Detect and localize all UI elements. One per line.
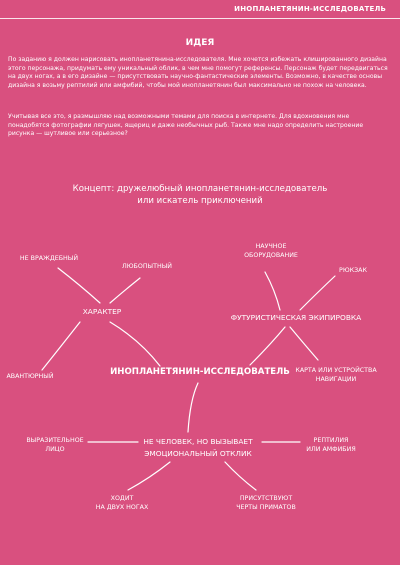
node-futuristic-equipment: ФУТУРИСТИЧЕСКАЯ ЭКИПИРОВКА [230, 313, 362, 322]
connector-character-nothostile [58, 268, 100, 303]
running-header: ИНОПЛАНЕТЯНИН-ИССЛЕДОВАТЕЛЬ [234, 5, 386, 13]
node-reptile [296, 436, 366, 454]
node-primate-line2: ЧЕРТЫ ПРИМАТОВ [236, 504, 296, 511]
connector-character-center [110, 322, 160, 366]
connector-emotion-primate [225, 462, 256, 490]
node-emotional-response [118, 436, 278, 460]
node-curious: ЛЮБОПЫТНЫЙ [122, 263, 172, 270]
node-character: ХАРАКТЕР [82, 307, 122, 316]
node-reptile-line2: ИЛИ АМФИБИЯ [306, 446, 356, 453]
node-walks-line2: НА ДВУХ НОГАХ [95, 504, 149, 511]
connector-character-adventurous [42, 322, 80, 370]
node-expressive-face [20, 436, 90, 454]
node-scientific-equipment [236, 242, 306, 260]
node-walks-two-legs [84, 494, 160, 512]
node-emotional-line2: ЭМОЦИОНАЛЬНЫЙ ОТКЛИК [144, 449, 252, 458]
node-walks-line1: ХОДИТ [110, 495, 134, 502]
node-emotional-line1: НЕ ЧЕЛОВЕК, НО ВЫЗЫВАЕТ [143, 437, 253, 446]
idea-paragraph-2: Учитывая все это, я размышляю над возможными темами для поиска в интернете. Для вдохновения мне понадобятся фотографии лягушек, ящериц и даже необычных рыб. Также мне надо определить настроение рисунка — шутливое или серьезное? [8, 113, 364, 137]
node-scientific-equipment-line2: ОБОРУДОВАНИЕ [244, 252, 298, 259]
node-map-line1: КАРТА ИЛИ УСТРОЙСТВА [295, 367, 377, 374]
concept-line-2: или искатель приключений [137, 196, 263, 206]
node-adventurous: АВАНТЮРНЫЙ [6, 373, 54, 380]
node-not-hostile: НЕ ВРАЖДЕБНЫЙ [19, 255, 79, 262]
node-reptile-line1: РЕПТИЛИЯ [313, 437, 349, 444]
node-expressive-line1: ВЫРАЗИТЕЛЬНОЕ [26, 437, 84, 444]
connector-emotion-center [188, 383, 198, 432]
node-center: ИНОПЛАНЕТЯНИН-ИССЛЕДОВАТЕЛЬ [110, 367, 290, 377]
node-backpack: РЮКЗАК [339, 267, 367, 274]
connector-character-curious [110, 278, 140, 303]
node-map-line2: НАВИГАЦИИ [315, 376, 357, 383]
node-scientific-equipment-line1: НАУЧНОЕ [255, 243, 287, 250]
idea-paragraph-1: По заданию я должен нарисовать инопланетянина-исследователя. Мне хочется избежать клишированного дизайна этого персонажа, придумать ему уникальный облик, в чем мне помогут референсы. Персонаж будет передвигаться на двух ногах, а в его дизайне — присутствовать научно-фантастические элементы. Возможно, в качестве основы дизайна я возьму рептилий или амфибий, чтобы мой инопланетянин был максимально не похож на человека. [8, 56, 388, 89]
connector-equipment-backpack [300, 276, 335, 310]
node-primate-features [226, 494, 306, 512]
connector-emotion-walks [128, 462, 170, 490]
node-expressive-line2: ЛИЦО [45, 446, 65, 453]
connector-equipment-map [290, 327, 318, 360]
concept-line-1: Концепт: дружелюбный инопланетянин-исследователь [72, 184, 328, 194]
idea-title: ИДЕЯ [185, 38, 215, 48]
connector-equipment-center [250, 327, 285, 365]
node-primate-line1: ПРИСУТСТВУЮТ [239, 495, 293, 502]
connector-equipment-scientific [265, 272, 280, 310]
